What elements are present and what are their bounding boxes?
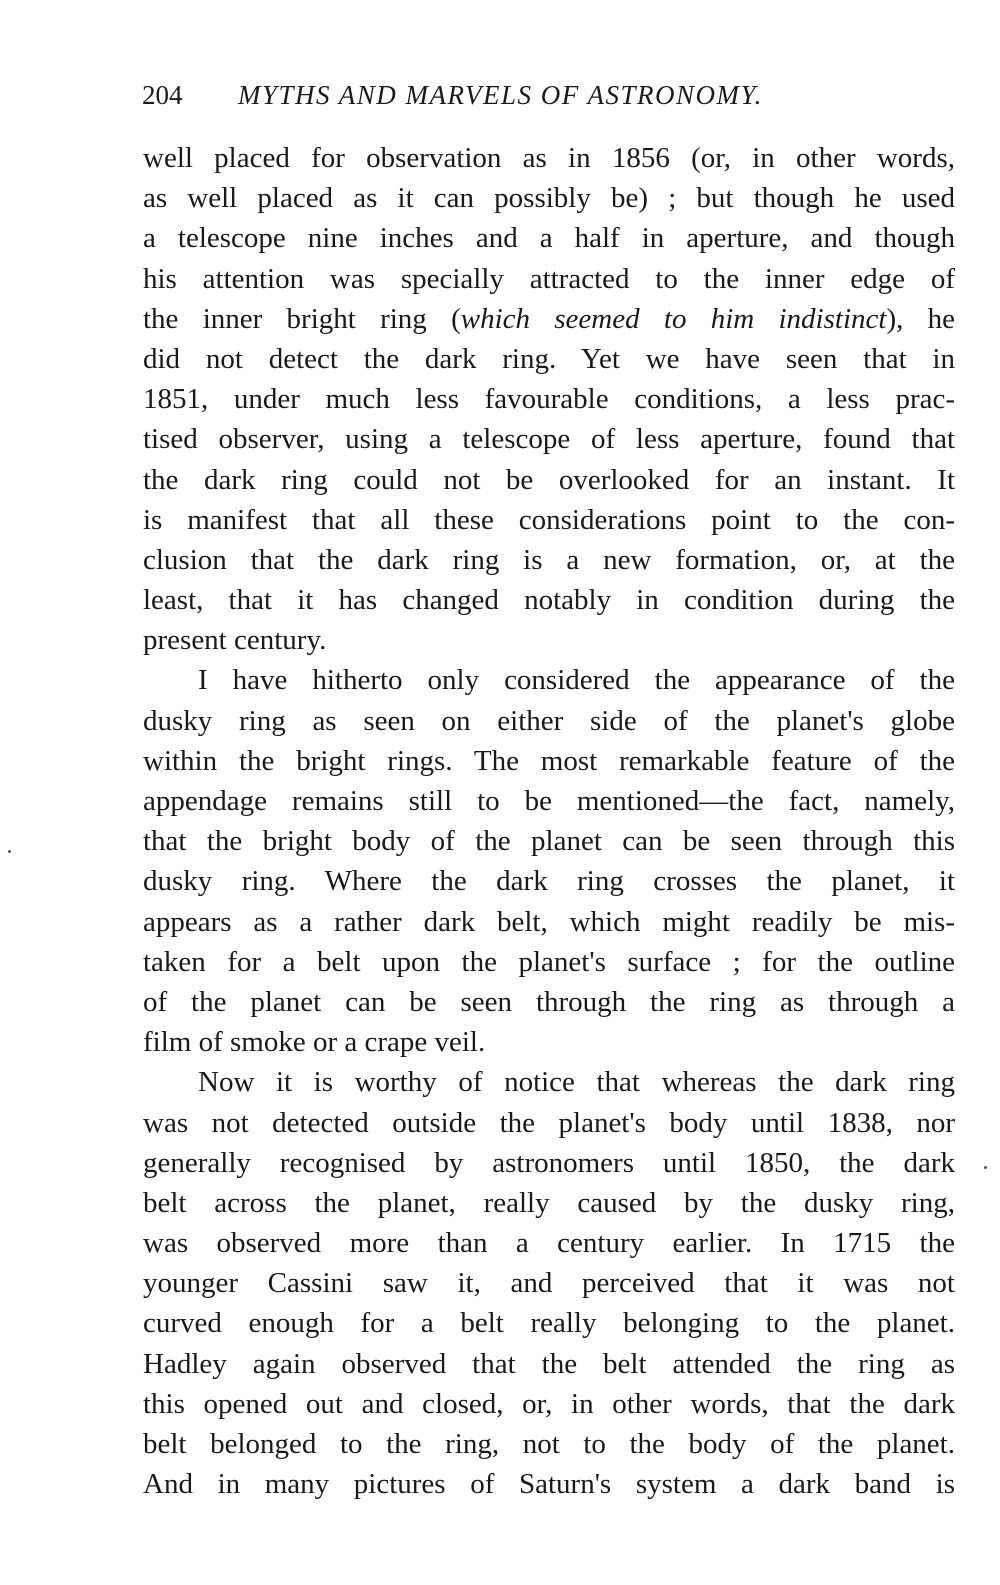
- text-line: his attention was specially attracted to the inner edge of: [143, 262, 955, 295]
- running-title: MYTHS AND MARVELS OF ASTRONOMY.: [238, 80, 763, 110]
- paragraph-end-line: film of smoke or a crape veil.: [143, 1026, 486, 1059]
- text-line-with-italic: [143, 299, 955, 339]
- text-segment: the inner bright ring (: [143, 302, 461, 335]
- text-segment: ), he: [886, 302, 955, 335]
- scan-speck: [8, 850, 11, 853]
- paragraph-end-line: present century.: [143, 624, 327, 657]
- paragraph-start-line: Now it is worthy of notice that whereas the dark ring: [198, 1066, 955, 1099]
- text-line: was not detected outside the planet's body until 1838, nor: [143, 1106, 955, 1139]
- text-line: curved enough for a belt really belonging to the planet.: [143, 1307, 955, 1340]
- text-line: And in many pictures of Saturn's system a dark band is: [143, 1468, 955, 1501]
- text-line: is manifest that all these considerations point to the con-: [143, 503, 955, 536]
- text-line: generally recognised by astronomers until 1850, the dark: [143, 1146, 955, 1179]
- text-line: tised observer, using a telescope of less aperture, found that: [143, 423, 955, 456]
- scan-speck: [984, 1166, 987, 1169]
- text-line: appendage remains still to be mentioned—the fact, namely,: [143, 785, 955, 817]
- text-line: that the bright body of the planet can be seen through this: [143, 825, 955, 858]
- text-line: well placed for observation as in 1856 (or, in other words,: [143, 142, 955, 174]
- text-line: Hadley again observed that the belt attended the ring as: [143, 1347, 955, 1380]
- text-line: dusky ring as seen on either side of the planet's globe: [143, 704, 955, 737]
- text-line: dusky ring. Where the dark ring crosses the planet, it: [143, 865, 955, 898]
- running-head: [142, 78, 902, 112]
- text-line: belt across the planet, really caused by the dusky ring,: [143, 1186, 955, 1219]
- text-line: this opened out and closed, or, in other words, that the dark: [143, 1387, 955, 1420]
- text-line: taken for a belt upon the planet's surface ; for the outline: [143, 945, 955, 978]
- text-line: of the planet can be seen through the ring as through a: [143, 985, 955, 1018]
- text-line: younger Cassini saw it, and perceived that it was not: [143, 1267, 955, 1300]
- page-number: 204: [142, 80, 183, 110]
- text-line: clusion that the dark ring is a new formation, or, at the: [143, 543, 955, 576]
- paragraph-start-line: I have hitherto only considered the appearance of the: [198, 664, 955, 697]
- text-line: as well placed as it can possibly be) ; but though he used: [143, 182, 955, 215]
- body-text: [143, 138, 955, 1504]
- text-line: 1851, under much less favourable conditions, a less prac-: [143, 383, 955, 416]
- text-line: a telescope nine inches and a half in aperture, and though: [143, 222, 955, 255]
- text-line: the dark ring could not be overlooked for an instant. It: [143, 463, 955, 496]
- text-line: did not detect the dark ring. Yet we have seen that in: [143, 342, 955, 375]
- text-line: was observed more than a century earlier. In 1715 the: [143, 1227, 955, 1260]
- text-line: least, that it has changed notably in condition during the: [143, 584, 955, 617]
- text-line: belt belonged to the ring, not to the body of the planet.: [143, 1428, 955, 1460]
- text-line: appears as a rather dark belt, which might readily be mis-: [143, 905, 955, 938]
- text-line: within the bright rings. The most remarkable feature of the: [143, 744, 955, 777]
- italic-quote: which seemed to him indistinct: [460, 302, 887, 335]
